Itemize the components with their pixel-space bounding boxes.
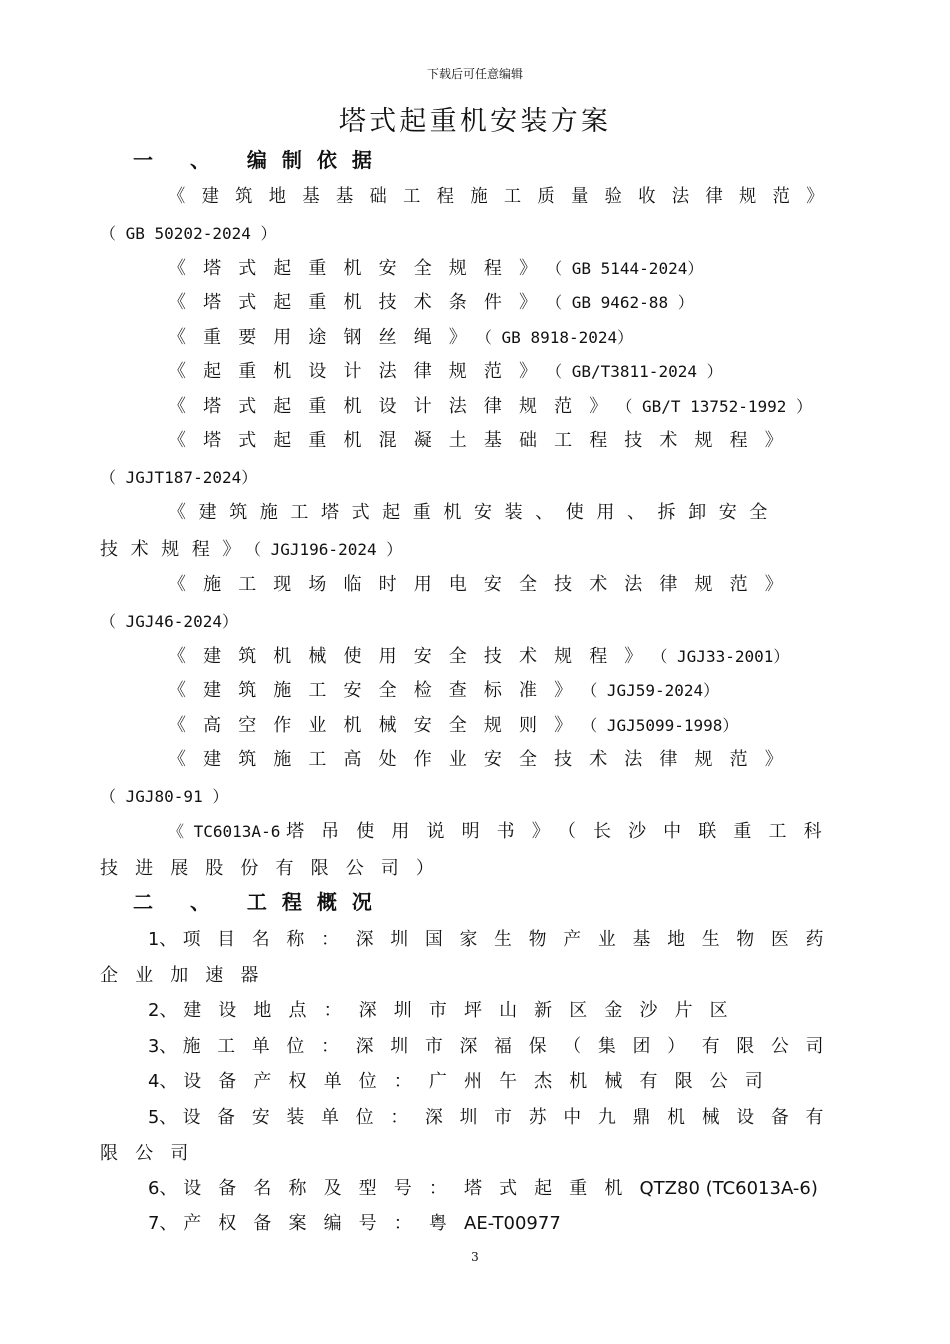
overview-item-1-cont: 企业加速器 — [100, 965, 276, 986]
basis-item-11: 《建筑施工安全检查标准》（ JGJ59-2024） — [168, 680, 720, 701]
overview-item-1: 1、 项目名称：深圳国家生物产业基地生物医药 — [148, 929, 841, 950]
section-heading-basis: 一 、 编制依据 — [133, 148, 387, 172]
basis-item-9: 《施工现场临时用电安全技术法律规范》 — [168, 574, 800, 595]
overview-item-4: 4、 设备产权单位：广州午杰机械有限公司 — [148, 1071, 780, 1092]
overview-item-7: 7、 产权备案编号：粤AE-T00977 — [148, 1213, 561, 1234]
basis-item-7-code: （ JGJT187-2024） — [100, 468, 258, 487]
basis-item-12: 《高空作业机械安全规则》（ JGJ5099-1998） — [168, 715, 739, 736]
overview-item-2: 2、 建设地点：深圳市坪山新区金沙片区 — [148, 1000, 745, 1021]
overview-item-5-cont: 限公司 — [100, 1143, 206, 1164]
section-heading-overview: 二 、 工程概况 — [133, 890, 387, 914]
basis-item-5: 《起重机设计法律规范》（ GB/T3811-2024 ） — [168, 361, 723, 382]
basis-item-1-code: （ GB 50202-2024 ） — [100, 224, 277, 243]
basis-item-3: 《塔式起重机技术条件》（ GB 9462-88 ） — [168, 292, 694, 313]
basis-item-14: 《 TC6013A-6 塔吊使用说明书》（长沙中联重工科 — [168, 821, 839, 842]
basis-item-13: 《建筑施工高处作业安全技术法律规范》 — [168, 749, 800, 770]
overview-item-6: 6、 设备名称及型号：塔式起重机QTZ80 (TC6013A-6) — [148, 1178, 818, 1199]
basis-item-6: 《塔式起重机设计法律规范》（ GB/T 13752-1992 ） — [168, 396, 813, 417]
basis-item-10: 《建筑机械使用安全技术规程》（ JGJ33-2001） — [168, 646, 790, 667]
header-note: 下载后可任意编辑 — [426, 67, 523, 81]
page-number: 3 — [471, 1250, 479, 1264]
basis-item-2: 《塔式起重机安全规程》（ GB 5144-2024） — [168, 258, 704, 279]
basis-item-7: 《塔式起重机混凝土基础工程技术规程》 — [168, 430, 800, 451]
basis-item-14-cont: 技进展股份有限公司） — [100, 858, 451, 879]
page-title: 塔式起重机安装方案 — [338, 106, 612, 137]
basis-item-8-cont: 技术规程》（ JGJ196-2024 ） — [100, 539, 403, 560]
basis-item-13-code: （ JGJ80-91 ） — [100, 787, 229, 806]
basis-item-8: 《建筑施工塔式起重机安装、使用、拆卸安全 — [168, 502, 780, 523]
basis-item-4: 《重要用途钢丝绳》（ GB 8918-2024） — [168, 327, 634, 348]
overview-item-5: 5、 设备安装单位：深圳市苏中九鼎机械设备有 — [148, 1107, 841, 1128]
basis-item-9-code: （ JGJ46-2024） — [100, 612, 238, 631]
overview-item-3: 3、 施工单位：深圳市深福保（集团）有限公司 — [148, 1036, 841, 1057]
basis-item-1: 《建筑地基基础工程施工质量验收法律规范》 — [168, 186, 840, 207]
